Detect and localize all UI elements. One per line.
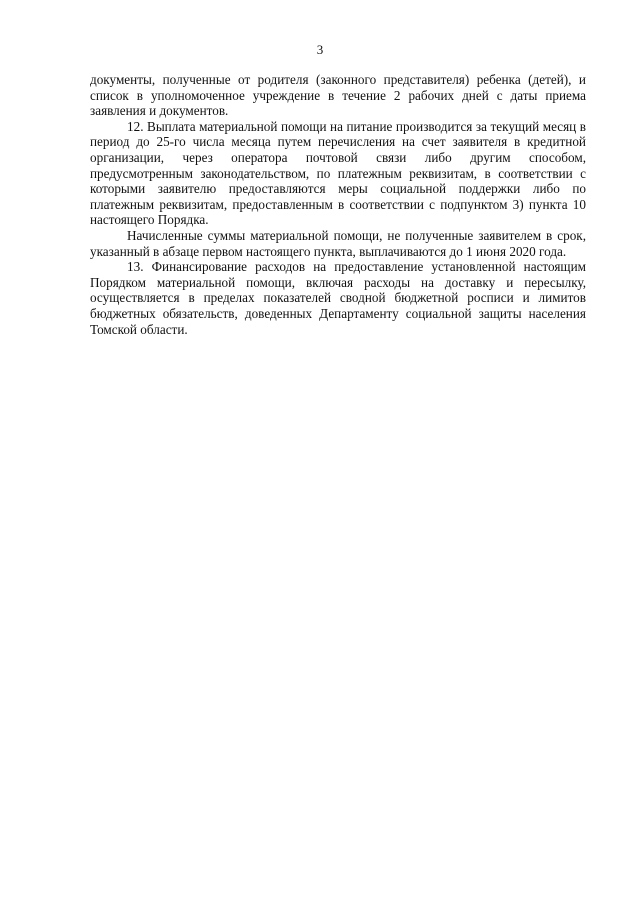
- document-body: [90, 72, 586, 337]
- page-number: 3: [316, 42, 324, 57]
- paragraph-13-financing: 13. Финансирование расходов на предоставление установленной настоящим Порядком материальной помощи, включая расходы на доставку и пересылку, осуществляется в пределах показателей сводной бюджетной росписи и лимитов бюджетных обязательств, доведенных Департаменту социальной защиты населения Томской области.: [90, 259, 586, 337]
- paragraph-12-payment: 12. Выплата материальной помощи на питание производится за текущий месяц в период до 25-го числа месяца путем перечисления на счет заявителя в кредитной организации, через оператора почтовой связи либо другим способом, предусмотренным законодательством, по платежным реквизитам, в соответствии с которыми заявителю предоставляются меры социальной поддержки либо по платежным реквизитам, предоставленным в соответствии с подпунктом 3) пункта 10 настоящего Порядка.: [90, 118, 586, 228]
- paragraph-documents-transfer: документы, полученные от родителя (законного представителя) ребенка (детей), и список в уполномоченное учреждение в течение 2 рабочих дней с даты приема заявления и документов.: [90, 72, 586, 119]
- paragraph-unpaid-sums: Начисленные суммы материальной помощи, не полученные заявителем в срок, указанный в абзаце первом настоящего пункта, выплачиваются до 1 июня 2020 года.: [90, 227, 586, 259]
